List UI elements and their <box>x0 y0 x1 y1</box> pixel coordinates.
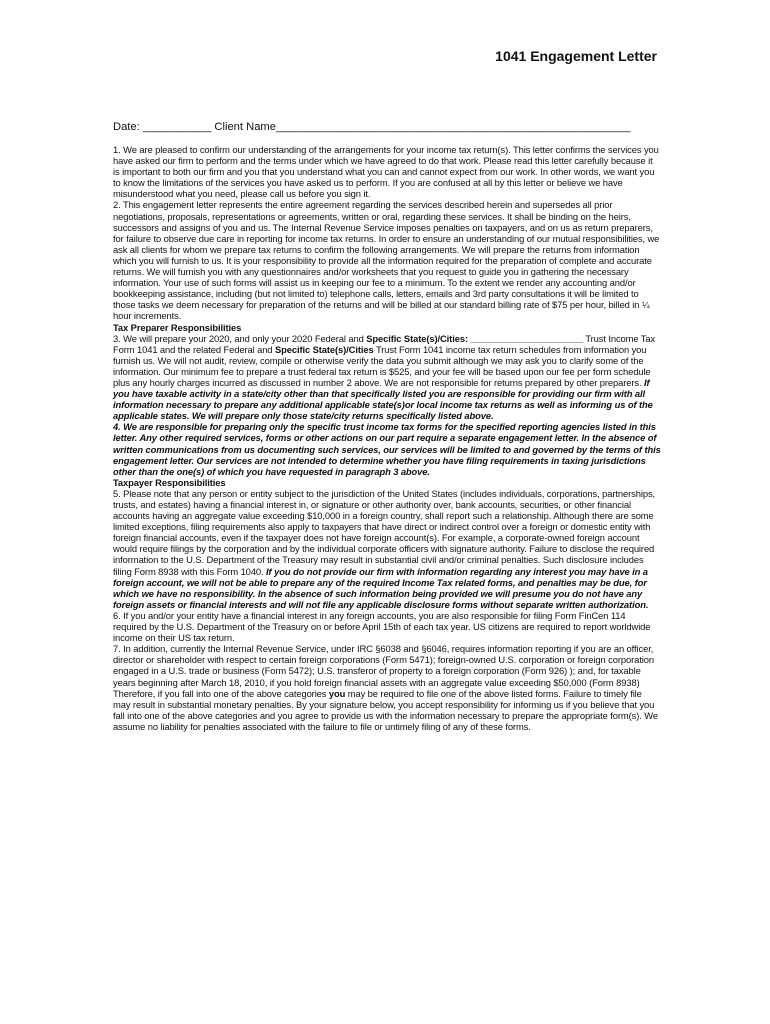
paragraph-3-form-text: Trust Income Tax Form 1041 and the related Federal and <box>113 332 656 355</box>
paragraph-6: 6. If you and/or your entity have a financial interest in any foreign accounts, you are also responsible for filing Form FinCen 114 required by the U.S. Department of the Treasury on or before April 15th of each tax year. US citizens are required to report worldwide income on their US tax return. <box>113 609 651 644</box>
document-title: 1041 Engagement Letter <box>495 48 657 64</box>
paragraph-2: 2. This engagement letter represents the entire agreement regarding the services described herein and supersedes all prior negotiations, proposals, representations or agreements, written or oral, regarding these services. It shall be binding on the heirs, successors and assigns of you and us. The Internal Revenue Service imposes penalties on taxpayers, and on us as return preparers, for failure to observe due care in reporting for income tax returns. In order to ensure an understanding of our mutual responsibilities, we ask all clients for whom we prepare tax returns to confirm the following arrangements. We will prepare the returns from information which you will furnish to us. It is your responsibility to provide all the information required for the preparation of complete and accurate returns. We will furnish you with any questionnaires and/or worksheets that you request to guide you in gathering the necessary information. Your use of such forms will assist us in keeping our fee to a minimum. To the extent we render any accounting and/or bookkeeping assistance, including (but not limited to) telephone calls, letters, emails and 3rd party consultations it will be limited to those tasks we deem necessary for preparation of the returns and will be billed at our standard billing rate of $75 per hour, billed in ¼ hour increments. <box>113 199 660 322</box>
paragraph-7 <box>113 643 661 732</box>
paragraph-3 <box>113 333 661 422</box>
paragraph-7-reporting-text: 7. In addition, currently the Internal Revenue Service, under IRC §6038 and §6046, requires information reporting if you are an officer, director or shareholder with respect to certain foreign corporations (Form 5471); foreign-owned U.S. corporation or foreign corporation engaged in a U.S. trade or business (Form 5472); U.S. transferor of property to a foreign corporation (Form 926) ); and, for taxable years beginning after March 18, 2010, if you hold foreign financial assets with an aggregate value exceeding $50,000 (Form 8938) Therefore, if you fall into one of the above categories <box>113 643 654 699</box>
paragraph-3-states-label: Specific State(s)/Cities <box>274 343 374 355</box>
heading-taxpayer-responsibilities: Taxpayer Responsibilities <box>113 476 226 488</box>
paragraph-3-schedule-text: Trust Form 1041 income tax return schedules from information you furnish us. We will not audit, review, compile or otherwise verify the data you submit although we may ask you to clarify some of the information. Our minimum fee to prepare a trust federal tax return is $525, and your fee will be based upon our fee per form schedule plus any hourly charges incurred as discussed in number 2 above. We are not responsible for returns prepared by other preparers. <box>113 343 651 388</box>
paragraph-3-intro: 3. We will prepare your 2020, and only your 2020 Federal and <box>113 332 367 344</box>
paragraph-5 <box>113 488 661 610</box>
letter-body <box>113 144 661 732</box>
paragraph-5-foreign-accounts-text: 5. Please note that any person or entity subject to the jurisdiction of the United States (includes individuals, corporations, partnerships, trusts, and estates) having a financial interest in, or signature or other authority over, bank accounts, securities, or other financial accounts having an aggregate value exceeding $10,000 in a foreign country, shall report such a relationship. Although there are some limited exceptions, filing requirements also apply to taxpayers that have direct or indirect control over a foreign or domestic entity with foreign financial accounts, even if the taxpayer does not have foreign account(s). For example, a corporate-owned foreign account would require filings by the corporation and by the individual corporate officers with signature authority. Failure to disclose the required information to the U.S. Department of the Treasury may result in substantial civil and/or criminal penalties. Such disclosure includes filing Form 8938 with this Form 1040. <box>113 487 656 577</box>
paragraph-7-penalties-text: may be required to file one of the above listed forms. Failure to timely file may result in substantial monetary penalties. By your signature below, you accept responsibility for informing us if you believe that you fall into one of the above categories and you agree to provide us with the information necessary to prepare the appropriate form(s). We assume no liability for penalties associated with the failure to file or untimely filing of any of these forms. <box>113 687 658 732</box>
paragraph-3-states-blank: Specific State(s)/Cities: ______________________ <box>366 332 583 344</box>
heading-tax-preparer-responsibilities: Tax Preparer Responsibilities <box>113 321 242 333</box>
paragraph-3-taxable-activity-notice: If you have taxable activity in a state/city other than that specifically listed you are responsible for providing our firm with all information necessary to prepare any additional applicable state(s)or local income tax returns as well as informing us of the applicable states. We will prepare only those state/city returns specifically listed above. <box>113 376 653 422</box>
date-client-line: Date: ___________ Client Name_________________________________________________________ <box>113 121 631 133</box>
paragraph-4: 4. We are responsible for preparing only the specific trust income tax forms for the specified reporting agencies listed in this letter. Any other required services, forms or other actions on our part require a separate engagement letter. In the absence of written communications from us documenting such services, our services will be limited to and governed by the terms of this engagement letter. Our services are not intended to determine whether you have filing requirements in taxing jurisdictions other than the one(s) of which you have requested in paragraph 3 above. <box>113 421 661 477</box>
paragraph-1: 1. We are pleased to confirm our understanding of the arrangements for your income tax return(s). This letter confirms the services you have asked our firm to perform and the terms under which we have agreed to do that work. Please read this letter carefully because it is important to both our firm and you that you understand what you can and cannot expect from our work. In other words, we want you to know the limitations of the services you have asked us to perform. If you are confused at all by this letter or believe we have misunderstood what you need, please call us before you sign it. <box>113 144 659 200</box>
paragraph-5-foreign-accounts-notice: If you do not provide our firm with information regarding any interest you may have in a foreign account, we will not be able to prepare any of the required Income Tax related forms, and penalties may be due, for which we have no responsibility. In the absence of such information being provided we will presume you do not have any foreign assets or financial interests and will not file any applicable disclosure forms without separate written authorization. <box>113 565 649 610</box>
paragraph-7-you-emphasis: you <box>328 687 346 699</box>
